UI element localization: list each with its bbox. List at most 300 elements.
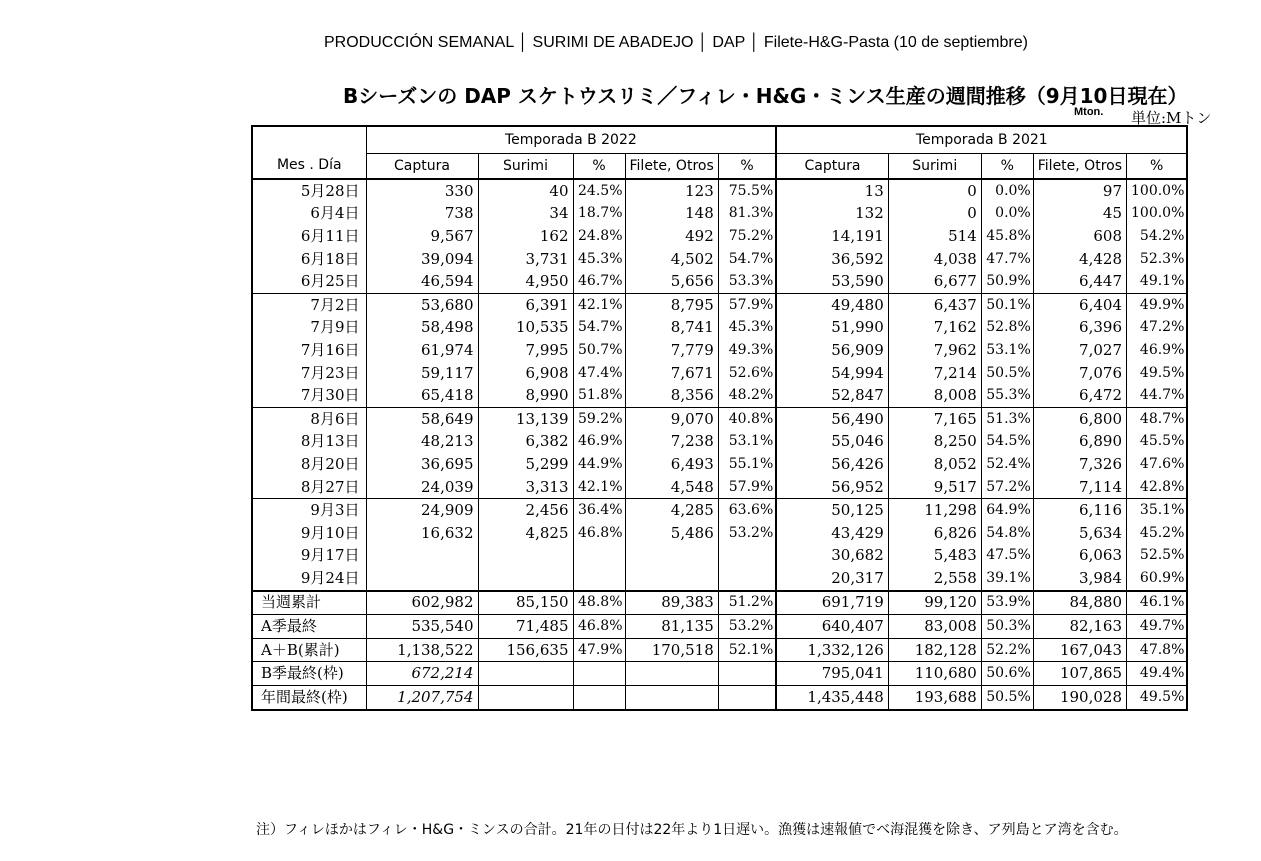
pct-2022-summary-cell: 48.8% <box>573 591 625 615</box>
captura-2021-cell: 49,480 <box>776 293 888 316</box>
surimi-2022-summary-cell <box>478 686 573 710</box>
pct-2022-cell: 50.7% <box>573 339 625 362</box>
captura-2021-cell: 14,191 <box>776 225 888 248</box>
pct2-2022-cell <box>718 545 776 568</box>
pct2-2021-cell: 49.5% <box>1127 362 1188 385</box>
pct-2022-cell: 36.4% <box>573 499 625 522</box>
pct-2022-cell: 42.1% <box>573 293 625 316</box>
filete-2021-cell: 6,063 <box>1033 545 1126 568</box>
surimi-2021-summary-cell: 99,120 <box>888 591 981 615</box>
filete-2022-cell: 123 <box>625 179 718 203</box>
surimi-2021-cell: 4,038 <box>888 248 981 271</box>
captura-2021-cell: 56,426 <box>776 453 888 476</box>
pct-2021-cell: 0.0% <box>981 203 1033 226</box>
pct-2022-cell: 46.8% <box>573 522 625 545</box>
captura-2021-summary-cell: 691,719 <box>776 591 888 615</box>
filete-2022-cell <box>625 567 718 591</box>
filete-2022-cell: 4,285 <box>625 499 718 522</box>
date-cell: 6月4日 <box>252 203 366 226</box>
date-header-spacer <box>252 126 366 154</box>
filete-2022-cell: 7,779 <box>625 339 718 362</box>
surimi-2022-cell: 162 <box>478 225 573 248</box>
pct2-2022-cell: 52.6% <box>718 362 776 385</box>
pct2-2022-cell: 53.3% <box>718 270 776 293</box>
col-filete-2021: Filete, Otros <box>1033 154 1126 180</box>
captura-2021-cell: 54,994 <box>776 362 888 385</box>
date-column-header: Mes . Día <box>252 154 366 180</box>
surimi-2022-cell: 6,382 <box>478 431 573 454</box>
table-row <box>252 225 1187 248</box>
footnote: 注）フィレほかはフィレ・H&G・ミンスの合計。21年の日付は22年より1日遅い。漁獲は速報値でベ海混獲を除き、ア列島とア湾を含む。 <box>256 822 1128 838</box>
captura-2022-cell: 58,498 <box>366 317 478 340</box>
col-filete-2022: Filete, Otros <box>625 154 718 180</box>
pct2-2022-summary-cell: 53.2% <box>718 615 776 639</box>
summary-row <box>252 638 1187 662</box>
surimi-2022-summary-cell <box>478 662 573 686</box>
surimi-2021-cell: 514 <box>888 225 981 248</box>
pct2-2021-cell: 54.2% <box>1127 225 1188 248</box>
pct2-2021-cell: 52.5% <box>1127 545 1188 568</box>
surimi-2022-cell: 4,950 <box>478 270 573 293</box>
filete-2022-cell: 8,741 <box>625 317 718 340</box>
pct-2021-cell: 51.3% <box>981 407 1033 430</box>
production-table <box>251 125 1188 711</box>
season-2021-header: Temporada B 2021 <box>776 126 1187 154</box>
surimi-2022-summary-cell: 156,635 <box>478 638 573 662</box>
date-cell: 9月10日 <box>252 522 366 545</box>
surimi-2021-summary-cell: 182,128 <box>888 638 981 662</box>
summary-label-jp: A季最終 <box>252 615 366 639</box>
captura-2021-cell: 20,317 <box>776 567 888 591</box>
pct2-2022-cell: 49.3% <box>718 339 776 362</box>
summary-rows <box>252 591 1187 710</box>
pct2-2021-summary-cell: 49.5% <box>1127 686 1188 710</box>
date-cell: 6月18日 <box>252 248 366 271</box>
pct2-2022-cell: 54.7% <box>718 248 776 271</box>
filete-2022-cell: 5,656 <box>625 270 718 293</box>
pct-2022-cell: 46.9% <box>573 431 625 454</box>
captura-2021-cell: 50,125 <box>776 499 888 522</box>
pct2-2021-cell: 44.7% <box>1127 384 1188 407</box>
surimi-2022-cell: 7,995 <box>478 339 573 362</box>
captura-2022-cell: 59,117 <box>366 362 478 385</box>
pct2-2022-summary-cell <box>718 686 776 710</box>
captura-2022-cell: 65,418 <box>366 384 478 407</box>
captura-2021-cell: 13 <box>776 179 888 203</box>
captura-2022-cell: 46,594 <box>366 270 478 293</box>
filete-2021-summary-cell: 167,043 <box>1033 638 1126 662</box>
table-row <box>252 179 1187 203</box>
col-pct-2022: % <box>573 154 625 180</box>
surimi-2022-cell: 40 <box>478 179 573 203</box>
summary-label-jp: 年間最終(枠) <box>252 686 366 710</box>
pct-2021-cell: 39.1% <box>981 567 1033 591</box>
col-pct2-2022: % <box>718 154 776 180</box>
filete-2021-cell: 97 <box>1033 179 1126 203</box>
pct2-2022-cell: 81.3% <box>718 203 776 226</box>
surimi-2021-cell: 8,052 <box>888 453 981 476</box>
surimi-2021-cell: 8,250 <box>888 431 981 454</box>
pct-2022-summary-cell: 46.8% <box>573 615 625 639</box>
captura-2022-cell: 61,974 <box>366 339 478 362</box>
table-row <box>252 293 1187 316</box>
pct2-2021-cell: 49.1% <box>1127 270 1188 293</box>
date-cell: 8月27日 <box>252 476 366 499</box>
surimi-2022-cell: 5,299 <box>478 453 573 476</box>
unit-label-es: Mton. <box>1074 106 1104 118</box>
captura-2021-cell: 53,590 <box>776 270 888 293</box>
captura-2021-cell: 43,429 <box>776 522 888 545</box>
surimi-2022-cell: 4,825 <box>478 522 573 545</box>
captura-2022-summary-cell: 602,982 <box>366 591 478 615</box>
table-row <box>252 384 1187 407</box>
pct-2021-summary-cell: 53.9% <box>981 591 1033 615</box>
filete-2021-cell: 45 <box>1033 203 1126 226</box>
surimi-2022-cell: 34 <box>478 203 573 226</box>
captura-2022-cell: 36,695 <box>366 453 478 476</box>
filete-2021-cell: 7,326 <box>1033 453 1126 476</box>
filete-2022-cell: 5,486 <box>625 522 718 545</box>
weekly-rows <box>252 179 1187 591</box>
filete-2022-cell: 9,070 <box>625 407 718 430</box>
surimi-2022-cell: 6,908 <box>478 362 573 385</box>
pct2-2021-summary-cell: 49.4% <box>1127 662 1188 686</box>
surimi-2021-cell: 0 <box>888 203 981 226</box>
captura-2022-cell: 16,632 <box>366 522 478 545</box>
surimi-2021-cell: 9,517 <box>888 476 981 499</box>
date-cell: 7月30日 <box>252 384 366 407</box>
pct-2021-cell: 45.8% <box>981 225 1033 248</box>
pct2-2022-cell: 45.3% <box>718 317 776 340</box>
pct-2022-cell: 47.4% <box>573 362 625 385</box>
table-row <box>252 545 1187 568</box>
summary-row <box>252 686 1187 710</box>
date-cell: 9月24日 <box>252 567 366 591</box>
table-row <box>252 339 1187 362</box>
date-cell: 7月23日 <box>252 362 366 385</box>
date-cell: 6月25日 <box>252 270 366 293</box>
captura-2021-cell: 30,682 <box>776 545 888 568</box>
filete-2021-cell: 6,472 <box>1033 384 1126 407</box>
summary-label-jp: A＋B(累計) <box>252 638 366 662</box>
captura-2022-cell: 24,039 <box>366 476 478 499</box>
filete-2022-cell: 7,238 <box>625 431 718 454</box>
captura-2022-cell: 9,567 <box>366 225 478 248</box>
surimi-2022-cell: 13,139 <box>478 407 573 430</box>
filete-2021-cell: 7,076 <box>1033 362 1126 385</box>
pct2-2021-cell: 46.9% <box>1127 339 1188 362</box>
surimi-2021-cell: 8,008 <box>888 384 981 407</box>
pct-2022-cell: 51.8% <box>573 384 625 407</box>
surimi-2022-cell: 8,990 <box>478 384 573 407</box>
pct2-2022-cell: 48.2% <box>718 384 776 407</box>
surimi-2021-cell: 7,962 <box>888 339 981 362</box>
pct-2022-cell: 46.7% <box>573 270 625 293</box>
captura-2022-cell: 39,094 <box>366 248 478 271</box>
pct-2022-cell <box>573 567 625 591</box>
captura-2022-summary-cell: 1,138,522 <box>366 638 478 662</box>
summary-row <box>252 662 1187 686</box>
surimi-2022-cell: 6,391 <box>478 293 573 316</box>
pct2-2021-summary-cell: 47.8% <box>1127 638 1188 662</box>
surimi-2021-cell: 7,162 <box>888 317 981 340</box>
captura-2021-summary-cell: 1,332,126 <box>776 638 888 662</box>
captura-2022-cell: 330 <box>366 179 478 203</box>
surimi-2021-summary-cell: 83,008 <box>888 615 981 639</box>
pct-2022-cell: 18.7% <box>573 203 625 226</box>
pct-2021-cell: 64.9% <box>981 499 1033 522</box>
summary-row <box>252 615 1187 639</box>
captura-2022-cell: 53,680 <box>366 293 478 316</box>
table-row <box>252 407 1187 430</box>
captura-2021-summary-cell: 795,041 <box>776 662 888 686</box>
surimi-2022-cell <box>478 545 573 568</box>
date-cell: 7月9日 <box>252 317 366 340</box>
filete-2021-cell: 4,428 <box>1033 248 1126 271</box>
captura-2021-summary-cell: 1,435,448 <box>776 686 888 710</box>
captura-2021-cell: 52,847 <box>776 384 888 407</box>
captura-2021-summary-cell: 640,407 <box>776 615 888 639</box>
captura-2021-cell: 132 <box>776 203 888 226</box>
date-cell: 8月20日 <box>252 453 366 476</box>
pct-2021-cell: 50.1% <box>981 293 1033 316</box>
pct-2022-cell: 44.9% <box>573 453 625 476</box>
table-row <box>252 362 1187 385</box>
table-row <box>252 203 1187 226</box>
summary-label-jp: B季最終(枠) <box>252 662 366 686</box>
pct-2021-cell: 55.3% <box>981 384 1033 407</box>
pct-2022-cell: 59.2% <box>573 407 625 430</box>
pct-2021-summary-cell: 52.2% <box>981 638 1033 662</box>
captura-2022-cell: 24,909 <box>366 499 478 522</box>
surimi-2022-cell: 3,313 <box>478 476 573 499</box>
japanese-title: Bシーズンの DAP スケトウスリミ／フィレ・H&G・ミンス生産の週間推移（9月10日現在） <box>343 84 1188 108</box>
pct-2021-cell: 0.0% <box>981 179 1033 203</box>
date-cell: 7月16日 <box>252 339 366 362</box>
pct2-2021-cell: 100.0% <box>1127 179 1188 203</box>
pct-2022-summary-cell <box>573 662 625 686</box>
surimi-2022-summary-cell: 71,485 <box>478 615 573 639</box>
filete-2021-summary-cell: 190,028 <box>1033 686 1126 710</box>
table-row <box>252 522 1187 545</box>
pct2-2022-cell <box>718 567 776 591</box>
pct2-2021-cell: 45.5% <box>1127 431 1188 454</box>
pct-2021-cell: 50.9% <box>981 270 1033 293</box>
filete-2022-cell: 8,795 <box>625 293 718 316</box>
date-cell: 9月17日 <box>252 545 366 568</box>
filete-2022-cell: 4,502 <box>625 248 718 271</box>
surimi-2021-cell: 6,677 <box>888 270 981 293</box>
filete-2022-summary-cell <box>625 662 718 686</box>
captura-2021-cell: 55,046 <box>776 431 888 454</box>
filete-2022-summary-cell: 170,518 <box>625 638 718 662</box>
pct2-2021-summary-cell: 46.1% <box>1127 591 1188 615</box>
pct2-2022-summary-cell: 52.1% <box>718 638 776 662</box>
captura-2022-summary-cell: 535,540 <box>366 615 478 639</box>
filete-2022-cell: 492 <box>625 225 718 248</box>
pct-2021-cell: 47.5% <box>981 545 1033 568</box>
pct2-2022-cell: 57.9% <box>718 293 776 316</box>
col-surimi-2021: Surimi <box>888 154 981 180</box>
pct-2022-summary-cell: 47.9% <box>573 638 625 662</box>
summary-row <box>252 591 1187 615</box>
surimi-2021-cell: 0 <box>888 179 981 203</box>
filete-2021-cell: 6,396 <box>1033 317 1126 340</box>
captura-2022-summary-cell: 672,214 <box>366 662 478 686</box>
surimi-2022-cell <box>478 567 573 591</box>
filete-2022-cell: 4,548 <box>625 476 718 499</box>
table-row <box>252 248 1187 271</box>
filete-2021-cell: 7,027 <box>1033 339 1126 362</box>
pct-2021-summary-cell: 50.5% <box>981 686 1033 710</box>
pct-2022-cell: 42.1% <box>573 476 625 499</box>
table-row <box>252 567 1187 591</box>
captura-2021-cell: 56,490 <box>776 407 888 430</box>
filete-2021-cell: 6,890 <box>1033 431 1126 454</box>
filete-2021-cell: 7,114 <box>1033 476 1126 499</box>
pct-2022-cell <box>573 545 625 568</box>
pct-2022-cell: 24.5% <box>573 179 625 203</box>
pct-2021-cell: 57.2% <box>981 476 1033 499</box>
pct2-2022-cell: 53.1% <box>718 431 776 454</box>
pct-2021-summary-cell: 50.3% <box>981 615 1033 639</box>
date-cell: 8月13日 <box>252 431 366 454</box>
filete-2021-summary-cell: 84,880 <box>1033 591 1126 615</box>
filete-2022-cell: 148 <box>625 203 718 226</box>
surimi-2022-cell: 2,456 <box>478 499 573 522</box>
filete-2022-summary-cell <box>625 686 718 710</box>
filete-2022-summary-cell: 89,383 <box>625 591 718 615</box>
captura-2022-cell: 58,649 <box>366 407 478 430</box>
unit-label-jp: 単位:Mトン <box>1131 109 1212 127</box>
captura-2022-cell <box>366 567 478 591</box>
col-captura-2021: Captura <box>776 154 888 180</box>
season-2022-header: Temporada B 2022 <box>366 126 776 154</box>
pct2-2022-cell: 55.1% <box>718 453 776 476</box>
date-cell: 8月6日 <box>252 407 366 430</box>
surimi-2022-cell: 10,535 <box>478 317 573 340</box>
surimi-2022-cell: 3,731 <box>478 248 573 271</box>
captura-2022-cell: 738 <box>366 203 478 226</box>
pct2-2022-cell: 53.2% <box>718 522 776 545</box>
pct-2021-cell: 53.1% <box>981 339 1033 362</box>
pct-2021-cell: 52.8% <box>981 317 1033 340</box>
table-row <box>252 499 1187 522</box>
column-header-row <box>252 154 1187 180</box>
filete-2021-cell: 6,116 <box>1033 499 1126 522</box>
filete-2022-cell: 8,356 <box>625 384 718 407</box>
col-surimi-2022: Surimi <box>478 154 573 180</box>
filete-2021-summary-cell: 107,865 <box>1033 662 1126 686</box>
filete-2021-summary-cell: 82,163 <box>1033 615 1126 639</box>
pct-2021-cell: 50.5% <box>981 362 1033 385</box>
pct2-2021-cell: 52.3% <box>1127 248 1188 271</box>
surimi-2021-cell: 11,298 <box>888 499 981 522</box>
surimi-2021-summary-cell: 110,680 <box>888 662 981 686</box>
col-pct2-2021: % <box>1127 154 1188 180</box>
filete-2022-cell: 6,493 <box>625 453 718 476</box>
pct-2021-cell: 54.5% <box>981 431 1033 454</box>
pct2-2022-cell: 75.2% <box>718 225 776 248</box>
filete-2021-cell: 6,447 <box>1033 270 1126 293</box>
pct-2021-cell: 54.8% <box>981 522 1033 545</box>
captura-2021-cell: 56,909 <box>776 339 888 362</box>
table-row <box>252 317 1187 340</box>
pct2-2021-cell: 45.2% <box>1127 522 1188 545</box>
filete-2022-summary-cell: 81,135 <box>625 615 718 639</box>
pct2-2021-cell: 100.0% <box>1127 203 1188 226</box>
date-cell: 6月11日 <box>252 225 366 248</box>
captura-2021-cell: 56,952 <box>776 476 888 499</box>
pct2-2021-cell: 47.2% <box>1127 317 1188 340</box>
pct2-2021-cell: 48.7% <box>1127 407 1188 430</box>
pct-2022-summary-cell <box>573 686 625 710</box>
pct2-2022-summary-cell: 51.2% <box>718 591 776 615</box>
pct2-2022-cell: 75.5% <box>718 179 776 203</box>
table-row <box>252 476 1187 499</box>
pct2-2021-cell: 35.1% <box>1127 499 1188 522</box>
captura-2022-cell: 48,213 <box>366 431 478 454</box>
pct2-2021-summary-cell: 49.7% <box>1127 615 1188 639</box>
pct2-2022-summary-cell <box>718 662 776 686</box>
pct2-2021-cell: 47.6% <box>1127 453 1188 476</box>
filete-2021-cell: 5,634 <box>1033 522 1126 545</box>
pct2-2021-cell: 42.8% <box>1127 476 1188 499</box>
pct-2021-cell: 52.4% <box>981 453 1033 476</box>
date-cell: 5月28日 <box>252 179 366 203</box>
surimi-2021-cell: 6,437 <box>888 293 981 316</box>
surimi-2021-cell: 7,165 <box>888 407 981 430</box>
surimi-2021-summary-cell: 193,688 <box>888 686 981 710</box>
surimi-2022-summary-cell: 85,150 <box>478 591 573 615</box>
surimi-2021-cell: 5,483 <box>888 545 981 568</box>
pct2-2021-cell: 49.9% <box>1127 293 1188 316</box>
pct2-2022-cell: 63.6% <box>718 499 776 522</box>
surimi-2021-cell: 7,214 <box>888 362 981 385</box>
table-row <box>252 453 1187 476</box>
pct-2021-cell: 47.7% <box>981 248 1033 271</box>
pct-2022-cell: 54.7% <box>573 317 625 340</box>
filete-2022-cell: 7,671 <box>625 362 718 385</box>
summary-label-jp: 当週累計 <box>252 591 366 615</box>
date-cell: 7月2日 <box>252 293 366 316</box>
pct2-2021-cell: 60.9% <box>1127 567 1188 591</box>
filete-2021-cell: 3,984 <box>1033 567 1126 591</box>
table-row <box>252 431 1187 454</box>
surimi-2021-cell: 2,558 <box>888 567 981 591</box>
surimi-2021-cell: 6,826 <box>888 522 981 545</box>
filete-2022-cell <box>625 545 718 568</box>
filete-2021-cell: 6,800 <box>1033 407 1126 430</box>
pct2-2022-cell: 57.9% <box>718 476 776 499</box>
pct-2021-summary-cell: 50.6% <box>981 662 1033 686</box>
captura-2021-cell: 51,990 <box>776 317 888 340</box>
pct-2022-cell: 45.3% <box>573 248 625 271</box>
season-header-row <box>252 126 1187 154</box>
captura-2022-summary-cell: 1,207,754 <box>366 686 478 710</box>
filete-2021-cell: 6,404 <box>1033 293 1126 316</box>
pct-2022-cell: 24.8% <box>573 225 625 248</box>
date-cell: 9月3日 <box>252 499 366 522</box>
col-pct-2021: % <box>981 154 1033 180</box>
captura-2021-cell: 36,592 <box>776 248 888 271</box>
spanish-header-text: PRODUCCIÓN SEMANAL │ SURIMI DE ABADEJO │ DAP │ Filete-H&G-Pasta (10 de septiembre) <box>324 34 1028 51</box>
table-row <box>252 270 1187 293</box>
pct2-2022-cell: 40.8% <box>718 407 776 430</box>
col-captura-2022: Captura <box>366 154 478 180</box>
captura-2022-cell <box>366 545 478 568</box>
filete-2021-cell: 608 <box>1033 225 1126 248</box>
